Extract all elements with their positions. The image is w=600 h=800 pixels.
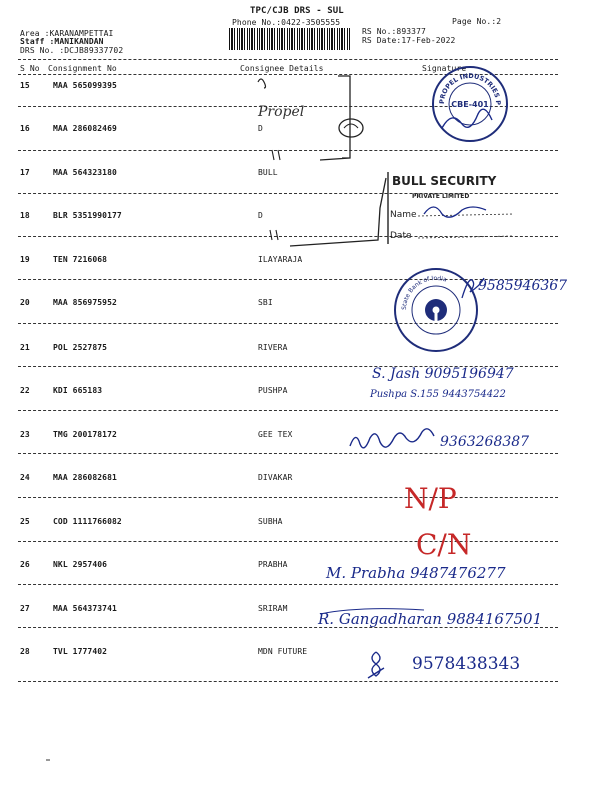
barcode (229, 28, 351, 50)
row-consignment: MAA 564373741 (53, 604, 117, 613)
col-sno: S No (20, 64, 40, 73)
row-consignment: MAA 856975952 (53, 298, 117, 307)
phone-handwritten-23: 9363268387 (440, 434, 530, 450)
row-sno: 21 (20, 343, 30, 352)
row-consignee: MDN FUTURE (258, 647, 308, 656)
row-consignee: SBI (258, 298, 273, 307)
row-sno: 18 (20, 211, 30, 220)
security-stamp (384, 170, 534, 246)
row-sno: 17 (20, 168, 30, 177)
sheet-title: TPC/CJB DRS - SUL (250, 6, 344, 16)
svg-text:Date: Date (390, 231, 412, 241)
row-consignee: D (258, 211, 263, 220)
table-row (0, 255, 600, 265)
signature-23 (346, 426, 438, 454)
rs-date: RS Date:17-Feb-2022 (362, 36, 456, 45)
row-sno: 28 (20, 647, 30, 656)
header-rule-top (18, 59, 558, 60)
row-consignee: PRABHA (258, 560, 288, 569)
row-consignment: MAA 564323180 (53, 168, 117, 177)
col-consignment: Consignment No (48, 64, 117, 73)
row-divider (18, 681, 558, 682)
col-consignee: Consignee Details (240, 64, 324, 73)
signature-22: Pushpa S.155 9443754422 (370, 389, 506, 400)
table-row (0, 473, 600, 483)
scan-speck (46, 759, 50, 761)
row-consignee: ILAYARAJA (258, 255, 303, 264)
row-consignment: NKL 2957406 (53, 560, 108, 569)
phone-handwritten-28: 9578438343 (412, 654, 521, 674)
table-row (0, 386, 600, 396)
row-consignment: COD 1111766082 (53, 517, 122, 526)
row-consignee: DIVAKAR (258, 473, 293, 482)
signature-28 (364, 648, 388, 682)
row-divider (18, 410, 558, 411)
signature-27: R. Gangadharan 9884167501 (318, 610, 543, 628)
stamp-signature (440, 100, 500, 140)
svg-text:BULL SECURITY: BULL SECURITY (392, 174, 497, 188)
phone-number: Phone No.:0422-3505555 (232, 18, 341, 27)
row-consignment: TEN 7216068 (53, 255, 108, 264)
row-consignee: RIVERA (258, 343, 288, 352)
row-sno: 27 (20, 604, 30, 613)
row-divider (18, 323, 558, 324)
svg-text:PRIVATE LIMITED: PRIVATE LIMITED (412, 193, 470, 200)
svg-text:CBE-401: CBE-401 (451, 100, 489, 109)
row-divider (18, 453, 558, 454)
row-consignment: MAA 286082469 (53, 124, 117, 133)
row-consignment: KDI 665183 (53, 386, 103, 395)
row-consignment: POL 2527875 (53, 343, 108, 352)
row-divider (18, 584, 558, 585)
row-consignment: BLR 5351990177 (53, 211, 122, 220)
table-row (0, 298, 600, 308)
row-sno: 16 (20, 124, 30, 133)
svg-text:State Bank of India: State Bank of India (400, 274, 448, 311)
row-consignee: BULL (258, 168, 278, 177)
row-sno: 26 (20, 560, 30, 569)
row-sno: 24 (20, 473, 30, 482)
table-row (0, 560, 600, 570)
row-sno: 25 (20, 517, 30, 526)
row-sno: 19 (20, 255, 30, 264)
row-divider (18, 497, 558, 498)
row-consignee: D (258, 124, 263, 133)
row-consignee: SUBHA (258, 517, 283, 526)
area-field: Area :KARANAMPETTAI (20, 29, 114, 38)
table-row (0, 343, 600, 353)
table-row (0, 517, 600, 527)
phone-handwritten-20: 9585946367 (478, 278, 568, 294)
np-mark: N/P (404, 482, 457, 515)
row-consignee: SRIRAM (258, 604, 288, 613)
row-consignee: PUSHPA (258, 386, 288, 395)
bracket-mark (250, 70, 390, 250)
row-sno: 22 (20, 386, 30, 395)
drs-number: DRS No. :DCJB89337702 (20, 46, 124, 55)
staff-field: Staff :MANIKANDAN (20, 37, 104, 46)
signature-27-underline (318, 608, 428, 618)
row-consignment: TVL 1777402 (53, 647, 108, 656)
rs-number: RS No.:893377 (362, 27, 426, 36)
row-sno: 15 (20, 81, 30, 90)
row-consignment: TMG 200178172 (53, 430, 117, 439)
row-consignment: MAA 286082681 (53, 473, 117, 482)
cn-mark: C/N (416, 528, 472, 561)
scribble-mark (334, 114, 368, 142)
signature-21: S. Jash 9095196947 (372, 366, 514, 382)
row-sno: 20 (20, 298, 30, 307)
svg-text:PROPEL INDUSTRIES PVT LIMITED: PROPEL INDUSTRIES P (437, 71, 503, 106)
col-signature: Signature (422, 64, 467, 73)
svg-text:Name: Name (390, 210, 417, 220)
row-consignee: GEE TEX (258, 430, 293, 439)
propel-signature: Propel (258, 104, 305, 120)
page-number: Page No.:2 (452, 17, 502, 26)
row-sno: 23 (20, 430, 30, 439)
row-divider (18, 541, 558, 542)
signature-26: M. Prabha 9487476277 (326, 564, 506, 582)
row-consignment: MAA 565099395 (53, 81, 117, 90)
